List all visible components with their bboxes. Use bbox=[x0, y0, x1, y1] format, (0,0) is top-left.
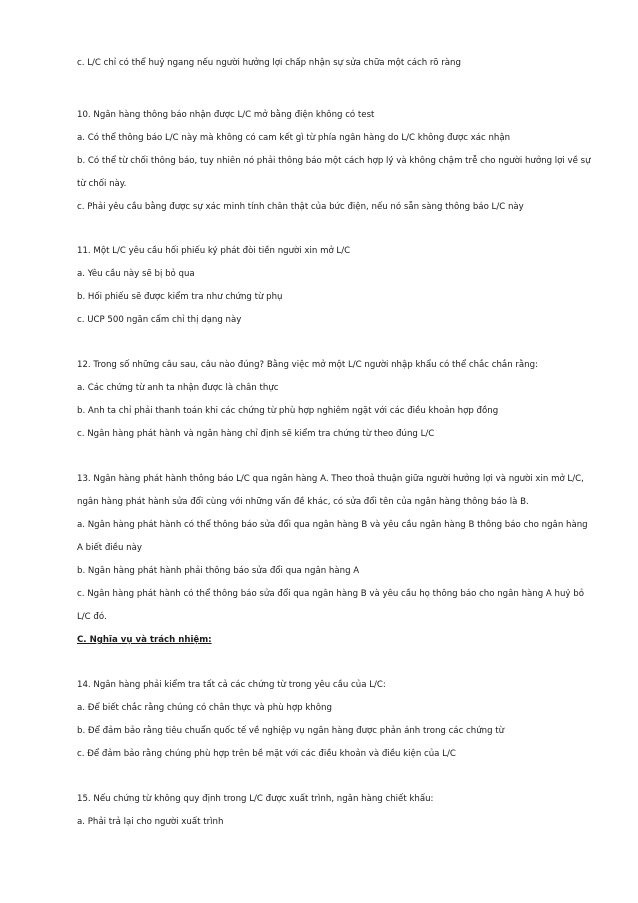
q10-option-b-cont: từ chối này. bbox=[77, 179, 127, 189]
q11-option-c: c. UCP 500 ngăn cấm chỉ thị dạng này bbox=[77, 315, 242, 325]
q14-option-a: a. Để biết chắc rằng chúng có chân thực và phù hợp không bbox=[77, 703, 332, 713]
q13-option-b: b. Ngân hàng phát hành phải thông báo sửa đổi qua ngân hàng A bbox=[77, 566, 360, 576]
q14-question: 14. Ngân hàng phải kiểm tra tất cả các chứng từ trong yêu cầu của L/C: bbox=[77, 680, 386, 690]
section-heading: C. Nghĩa vụ và trách nhiệm: bbox=[77, 635, 212, 645]
q11-question: 11. Một L/C yêu cầu hối phiếu ký phát đòi tiền người xin mở L/C bbox=[77, 246, 351, 256]
q11-option-a: a. Yêu cầu này sẽ bị bỏ qua bbox=[77, 269, 195, 279]
q10-question: 10. Ngân hàng thông báo nhận được L/C mở bằng điện không có test bbox=[77, 110, 375, 120]
q13-question: 13. Ngân hàng phát hành thông báo L/C qua ngân hàng A. Theo thoả thuận giữa người hưởng lợi và người xin mở L/C, bbox=[77, 474, 584, 484]
q9-option-c: c. L/C chỉ có thể huỷ ngang nếu người hưởng lợi chấp nhận sự sửa chữa một cách rõ ràng bbox=[77, 58, 461, 68]
q15-option-a: a. Phải trả lại cho người xuất trình bbox=[77, 817, 224, 827]
q11-option-b: b. Hối phiếu sẽ được kiểm tra như chứng từ phụ bbox=[77, 292, 283, 302]
q13-option-c: c. Ngân hàng phát hành có thể thông báo sửa đổi qua ngân hàng B và yêu cầu họ thông báo cho ngân hàng A huỷ bỏ bbox=[77, 589, 584, 599]
q12-option-a: a. Các chứng từ anh ta nhận được là chân thực bbox=[77, 383, 279, 393]
q12-option-b: b. Anh ta chỉ phải thanh toán khi các chứng từ phù hợp nghiêm ngặt với các điều khoản hợp đồng bbox=[77, 406, 499, 416]
q10-option-b: b. Có thể từ chối thông báo, tuy nhiên nó phải thông báo một cách hợp lý và không chậm trễ cho người hưởng lợi về sự bbox=[77, 156, 591, 166]
q14-option-c: c. Để đảm bảo rằng chúng phù hợp trên bề mặt với các điều khoản và điều kiện của L/C bbox=[77, 749, 456, 759]
q10-option-c: c. Phải yêu cầu bằng được sự xác minh tính chân thật của bức điện, nếu nó sẵn sàng thông báo L/C này bbox=[77, 202, 524, 212]
q13-question-cont: ngân hàng phát hành sửa đổi cùng với những vấn đề khác, có sửa đổi tên của ngân hàng thông báo là B. bbox=[77, 497, 529, 507]
q13-option-a: a. Ngân hàng phát hành có thể thông báo sửa đổi qua ngân hàng B và yêu cầu ngân hàng B thông báo cho ngân hàng bbox=[77, 520, 588, 530]
q13-option-a-cont: A biết điều này bbox=[77, 543, 142, 553]
q12-option-c: c. Ngân hàng phát hành và ngân hàng chỉ định sẽ kiểm tra chứng từ theo đúng L/C bbox=[77, 429, 435, 439]
q12-question: 12. Trong số những câu sau, câu nào đúng? Bằng việc mở một L/C người nhập khẩu có thể chắc chắn rằng: bbox=[77, 360, 538, 370]
q14-option-b: b. Để đảm bảo rằng tiêu chuẩn quốc tế về nghiệp vụ ngân hàng được phản ánh trong các chứng từ bbox=[77, 726, 505, 736]
q13-option-c-cont: L/C đó. bbox=[77, 612, 107, 622]
q15-question: 15. Nếu chứng từ không quy định trong L/C được xuất trình, ngân hàng chiết khấu: bbox=[77, 794, 434, 804]
q10-option-a: a. Có thể thông báo L/C này mà không có cam kết gì từ phía ngân hàng do L/C không được xác nhận bbox=[77, 133, 511, 143]
